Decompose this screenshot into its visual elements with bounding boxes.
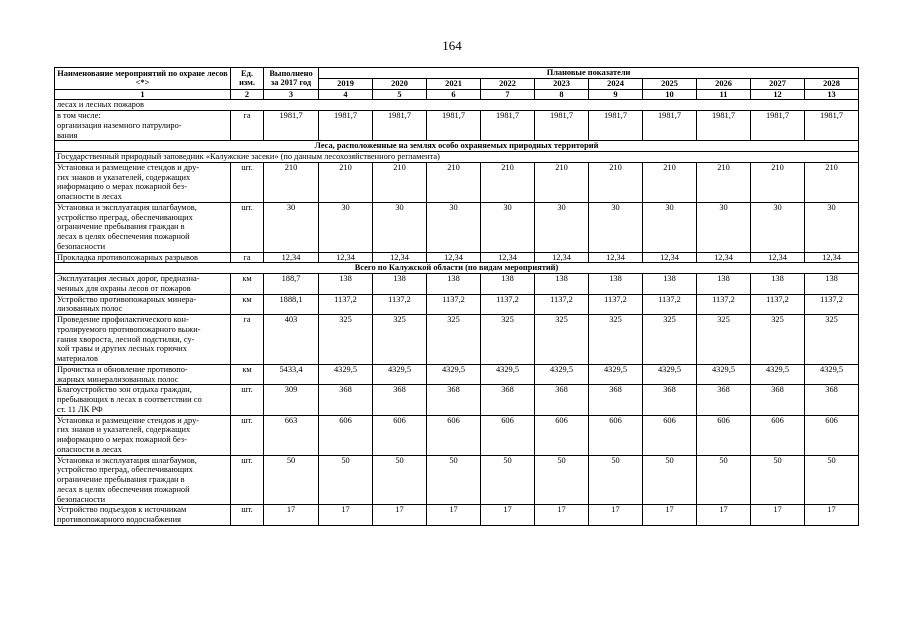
plan-value-cell: 12,34 — [751, 252, 805, 263]
plan-value-cell: 50 — [373, 455, 427, 505]
plan-value-cell: 30 — [697, 202, 751, 252]
activity-name: Устройство подъездов к источникам противопожарного водоснабжения — [55, 505, 231, 526]
header-unit: Ед. изм. — [231, 68, 264, 90]
plan-value-cell: 1137,2 — [643, 294, 697, 315]
header-year: 2027 — [751, 78, 805, 89]
plan-value-cell: 325 — [697, 315, 751, 365]
plan-value-cell: 138 — [751, 274, 805, 295]
activity-name: Устройство противопожарных минера- лизованных полос — [55, 294, 231, 315]
done-cell: 309 — [264, 385, 319, 415]
plan-value-cell: 138 — [427, 274, 481, 295]
plan-value-cell: 30 — [805, 202, 859, 252]
column-index: 6 — [427, 89, 481, 100]
header-done: Выполнено за 2017 год — [264, 68, 319, 90]
plan-value-cell: 325 — [643, 315, 697, 365]
table-row — [55, 141, 859, 152]
plan-value-cell: 4329,5 — [373, 364, 427, 385]
plan-value-cell: 368 — [751, 385, 805, 415]
plan-value-cell: 210 — [319, 162, 373, 202]
unit-cell: шт. — [231, 162, 264, 202]
plan-value-cell: 4329,5 — [535, 364, 589, 385]
plan-value-cell: 210 — [805, 162, 859, 202]
plan-value-cell: 1981,7 — [373, 111, 427, 141]
plan-value-cell: 12,34 — [319, 252, 373, 263]
column-index: 10 — [643, 89, 697, 100]
plan-value-cell: 50 — [535, 455, 589, 505]
activity-name: в том числе: организация наземного патрулиро- вания — [55, 111, 231, 141]
plan-value-cell: 1137,2 — [751, 294, 805, 315]
table-row — [55, 415, 859, 455]
header-year: 2022 — [481, 78, 535, 89]
plan-value-cell: 325 — [751, 315, 805, 365]
plan-value-cell: 12,34 — [805, 252, 859, 263]
plan-value-cell: 606 — [373, 415, 427, 455]
plan-value-cell: 606 — [427, 415, 481, 455]
unit-cell: га — [231, 111, 264, 141]
fire-protection-table — [54, 67, 859, 526]
header-year: 2026 — [697, 78, 751, 89]
plan-value-cell: 1981,7 — [481, 111, 535, 141]
plan-value-cell: 12,34 — [481, 252, 535, 263]
page-number: 164 — [442, 38, 462, 53]
row-label: лесах и лесных пожаров — [55, 100, 859, 111]
plan-value-cell: 12,34 — [427, 252, 481, 263]
plan-value-cell: 17 — [589, 505, 643, 526]
plan-value-cell: 17 — [427, 505, 481, 526]
plan-value-cell: 138 — [535, 274, 589, 295]
plan-value-cell: 17 — [697, 505, 751, 526]
unit-cell: км — [231, 294, 264, 315]
plan-value-cell: 4329,5 — [805, 364, 859, 385]
plan-value-cell: 606 — [535, 415, 589, 455]
activity-name: Проведение профилактического кон- тролируемого противопожарного выжи- гания хвороста, лесной подстилки, су- хой травы и других лесных горючих материалов — [55, 315, 231, 365]
header-plan: Плановые показатели — [319, 68, 859, 79]
done-cell: 403 — [264, 315, 319, 365]
activity-name: Установка и размещение стендов и дру- гих знаков и указателей, содержащих информацию о мерах пожарной без- опасности в лесах — [55, 162, 231, 202]
plan-value-cell: 30 — [373, 202, 427, 252]
column-index: 2 — [231, 89, 264, 100]
done-cell: 188,7 — [264, 274, 319, 295]
plan-value-cell: 325 — [427, 315, 481, 365]
plan-value-cell: 30 — [427, 202, 481, 252]
plan-value-cell: 368 — [589, 385, 643, 415]
plan-value-cell: 4329,5 — [751, 364, 805, 385]
section-heading: Всего по Калужской области (по видам мероприятий) — [55, 263, 859, 274]
header-year: 2020 — [373, 78, 427, 89]
activity-name: Установка и эксплуатация шлагбаумов, устройство преград, обеспечивающих ограничение пребывания граждан в лесах в целях обеспечения пожарной безопасности — [55, 202, 231, 252]
table-row — [55, 294, 859, 315]
table-row — [55, 252, 859, 263]
plan-value-cell: 138 — [643, 274, 697, 295]
unit-cell: шт. — [231, 415, 264, 455]
header-year: 2028 — [805, 78, 859, 89]
done-cell: 17 — [264, 505, 319, 526]
plan-value-cell: 138 — [481, 274, 535, 295]
unit-cell: га — [231, 315, 264, 365]
plan-value-cell: 1137,2 — [427, 294, 481, 315]
header-year: 2025 — [643, 78, 697, 89]
plan-value-cell: 30 — [535, 202, 589, 252]
header-year: 2021 — [427, 78, 481, 89]
plan-value-cell: 12,34 — [589, 252, 643, 263]
plan-value-cell: 138 — [589, 274, 643, 295]
unit-cell: га — [231, 252, 264, 263]
done-cell: 210 — [264, 162, 319, 202]
column-index: 9 — [589, 89, 643, 100]
plan-value-cell: 325 — [805, 315, 859, 365]
plan-value-cell: 30 — [319, 202, 373, 252]
table-row — [55, 162, 859, 202]
column-index: 1 — [55, 89, 231, 100]
plan-value-cell: 368 — [643, 385, 697, 415]
plan-value-cell: 325 — [319, 315, 373, 365]
plan-value-cell: 1981,7 — [535, 111, 589, 141]
header-year: 2019 — [319, 78, 373, 89]
header-year: 2024 — [589, 78, 643, 89]
plan-value-cell: 325 — [373, 315, 427, 365]
table-row — [55, 274, 859, 295]
plan-value-cell: 606 — [319, 415, 373, 455]
done-cell: 30 — [264, 202, 319, 252]
plan-value-cell: 4329,5 — [319, 364, 373, 385]
plan-value-cell: 1137,2 — [805, 294, 859, 315]
table-row — [55, 505, 859, 526]
plan-value-cell: 368 — [697, 385, 751, 415]
header-name: Наименование мероприятий по охране лесов <*> — [55, 68, 231, 90]
plan-value-cell: 12,34 — [535, 252, 589, 263]
plan-value-cell: 210 — [589, 162, 643, 202]
done-cell: 1888,1 — [264, 294, 319, 315]
activity-name: Установка и размещение стендов и дру- гих знаков и указателей, содержащих информацию о мерах пожарной без- опасности в лесах — [55, 415, 231, 455]
plan-value-cell: 1981,7 — [319, 111, 373, 141]
plan-value-cell: 30 — [589, 202, 643, 252]
plan-value-cell: 606 — [481, 415, 535, 455]
done-cell: 663 — [264, 415, 319, 455]
activity-name: Благоустройство зон отдыха граждан, пребывающих в лесах в соответствии со ст. 11 ЛК РФ — [55, 385, 231, 415]
table-row — [55, 364, 859, 385]
plan-value-cell: 210 — [535, 162, 589, 202]
table-row — [55, 202, 859, 252]
plan-value-cell: 138 — [373, 274, 427, 295]
plan-value-cell: 368 — [805, 385, 859, 415]
table-row — [55, 263, 859, 274]
plan-value-cell: 1981,7 — [427, 111, 481, 141]
plan-value-cell: 30 — [643, 202, 697, 252]
plan-value-cell: 1137,2 — [373, 294, 427, 315]
plan-value-cell: 12,34 — [643, 252, 697, 263]
plan-value-cell: 4329,5 — [427, 364, 481, 385]
plan-value-cell: 325 — [535, 315, 589, 365]
plan-value-cell: 17 — [373, 505, 427, 526]
plan-value-cell: 325 — [481, 315, 535, 365]
plan-value-cell: 50 — [643, 455, 697, 505]
column-index: 5 — [373, 89, 427, 100]
table-row — [55, 385, 859, 415]
plan-value-cell: 210 — [427, 162, 481, 202]
plan-value-cell: 210 — [751, 162, 805, 202]
plan-value-cell: 50 — [589, 455, 643, 505]
plan-value-cell: 50 — [751, 455, 805, 505]
plan-value-cell: 606 — [643, 415, 697, 455]
activity-name: Прокладка противопожарных разрывов — [55, 252, 231, 263]
unit-cell: шт. — [231, 385, 264, 415]
plan-value-cell: 17 — [643, 505, 697, 526]
plan-value-cell: 1981,7 — [805, 111, 859, 141]
plan-value-cell: 30 — [481, 202, 535, 252]
plan-value-cell: 50 — [697, 455, 751, 505]
plan-value-cell: 325 — [589, 315, 643, 365]
header-year: 2023 — [535, 78, 589, 89]
column-index: 3 — [264, 89, 319, 100]
plan-value-cell: 138 — [319, 274, 373, 295]
column-index: 11 — [697, 89, 751, 100]
plan-value-cell: 210 — [697, 162, 751, 202]
table-row — [55, 100, 859, 111]
plan-value-cell: 1137,2 — [697, 294, 751, 315]
plan-value-cell: 50 — [805, 455, 859, 505]
plan-value-cell: 1137,2 — [481, 294, 535, 315]
plan-value-cell: 30 — [751, 202, 805, 252]
plan-value-cell: 606 — [589, 415, 643, 455]
plan-value-cell: 50 — [427, 455, 481, 505]
done-cell: 50 — [264, 455, 319, 505]
plan-value-cell: 1981,7 — [697, 111, 751, 141]
plan-value-cell: 138 — [697, 274, 751, 295]
plan-value-cell: 50 — [319, 455, 373, 505]
unit-cell: км — [231, 364, 264, 385]
plan-value-cell: 606 — [805, 415, 859, 455]
plan-value-cell: 17 — [805, 505, 859, 526]
column-index: 7 — [481, 89, 535, 100]
plan-value-cell: 138 — [805, 274, 859, 295]
plan-value-cell: 1981,7 — [643, 111, 697, 141]
plan-value-cell: 1137,2 — [589, 294, 643, 315]
plan-value-cell: 4329,5 — [643, 364, 697, 385]
plan-value-cell: 12,34 — [697, 252, 751, 263]
table-row — [55, 111, 859, 141]
row-label: Государственный природный заповедник «Калужские засеки» (по данным лесохозяйственного регламента) — [55, 152, 859, 163]
plan-value-cell: 1137,2 — [319, 294, 373, 315]
column-index: 13 — [805, 89, 859, 100]
table-row — [55, 455, 859, 505]
plan-value-cell: 1137,2 — [535, 294, 589, 315]
plan-value-cell: 17 — [319, 505, 373, 526]
unit-cell: км — [231, 274, 264, 295]
plan-value-cell: 4329,5 — [589, 364, 643, 385]
unit-cell: шт. — [231, 505, 264, 526]
plan-value-cell: 50 — [481, 455, 535, 505]
plan-value-cell: 17 — [535, 505, 589, 526]
plan-value-cell: 606 — [697, 415, 751, 455]
plan-value-cell: 17 — [751, 505, 805, 526]
plan-value-cell: 17 — [481, 505, 535, 526]
plan-value-cell: 606 — [751, 415, 805, 455]
plan-value-cell: 210 — [643, 162, 697, 202]
activity-name: Установка и эксплуатация шлагбаумов, устройство преград, обеспечивающих ограничение пребывания граждан в лесах в целях обеспечения пожарной безопасности — [55, 455, 231, 505]
plan-value-cell: 368 — [427, 385, 481, 415]
plan-value-cell: 1981,7 — [589, 111, 643, 141]
plan-value-cell: 12,34 — [373, 252, 427, 263]
done-cell: 1981,7 — [264, 111, 319, 141]
plan-value-cell: 368 — [373, 385, 427, 415]
column-index: 4 — [319, 89, 373, 100]
column-index: 8 — [535, 89, 589, 100]
activity-name: Прочистка и обновление противопо- жарных минерализованных полос — [55, 364, 231, 385]
plan-value-cell: 1981,7 — [751, 111, 805, 141]
plan-value-cell: 4329,5 — [481, 364, 535, 385]
plan-value-cell: 4329,5 — [697, 364, 751, 385]
unit-cell: шт. — [231, 202, 264, 252]
done-cell: 5433,4 — [264, 364, 319, 385]
plan-value-cell: 368 — [535, 385, 589, 415]
section-heading: Леса, расположенные на землях особо охраняемых природных территорий — [55, 141, 859, 152]
plan-value-cell: 368 — [319, 385, 373, 415]
unit-cell: шт. — [231, 455, 264, 505]
activity-name: Эксплуатация лесных дорог, предназна- ченных для охраны лесов от пожаров — [55, 274, 231, 295]
plan-value-cell: 210 — [373, 162, 427, 202]
plan-value-cell: 368 — [481, 385, 535, 415]
column-index: 12 — [751, 89, 805, 100]
done-cell: 12,34 — [264, 252, 319, 263]
table-row — [55, 315, 859, 365]
table-row — [55, 152, 859, 163]
plan-value-cell: 210 — [481, 162, 535, 202]
